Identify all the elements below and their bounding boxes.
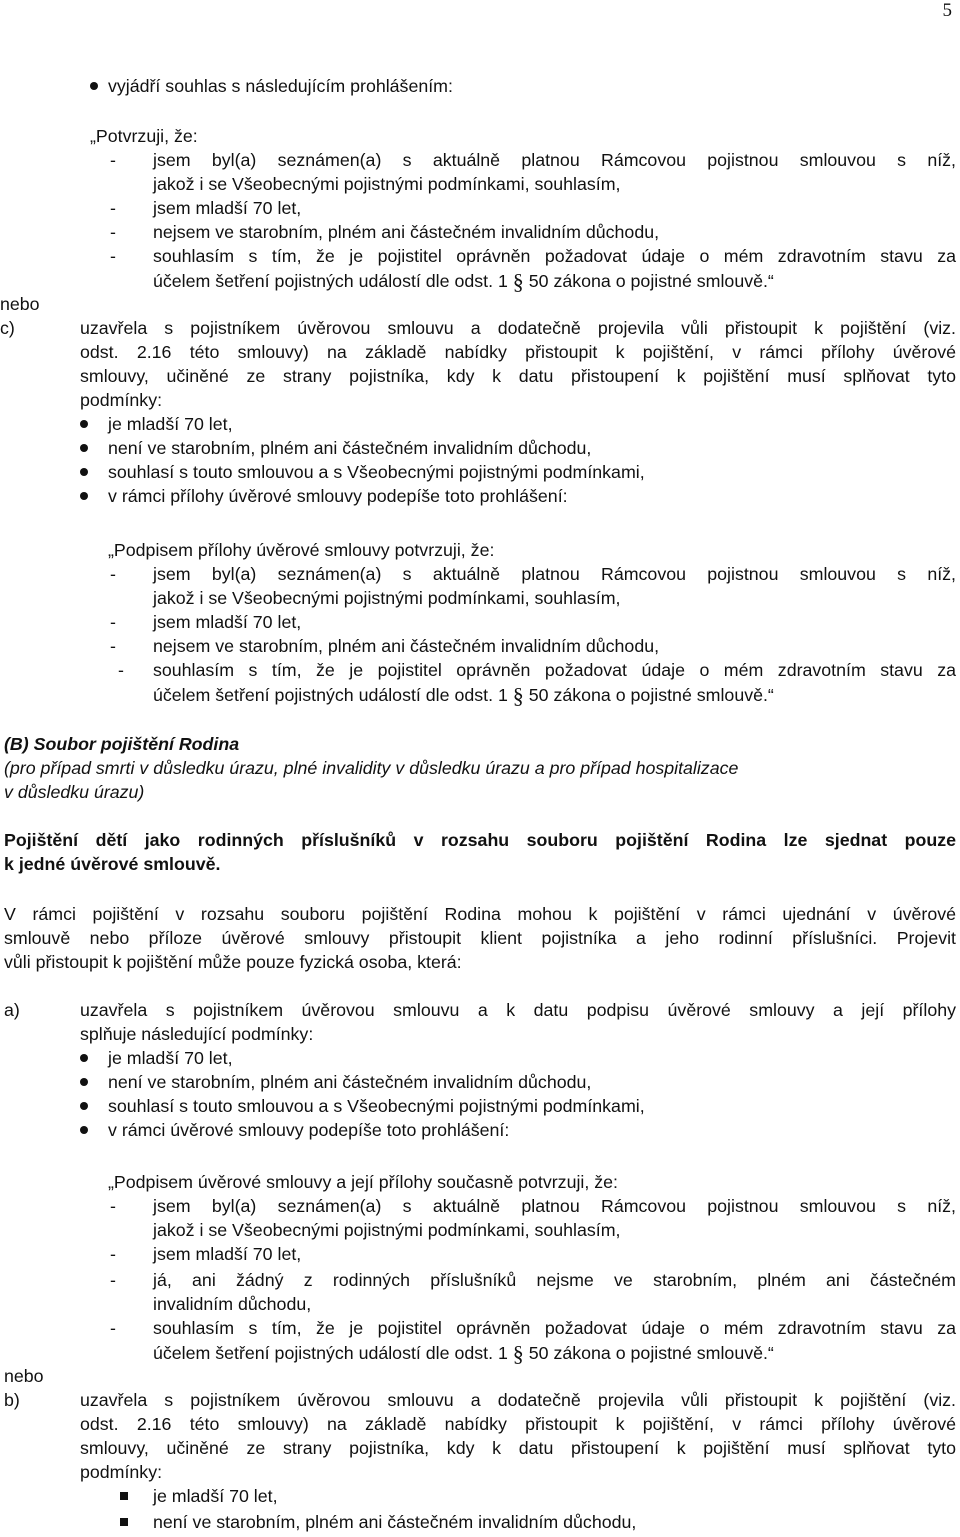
text-part: účelem šetření pojistných událostí dle odst. 1: [153, 1343, 513, 1363]
declaration-2-item-1-cont: jakož i se Všeobecnými pojistnými podmínkami, souhlasím,: [153, 588, 621, 608]
option-a-bullet-2: není ve starobním, plném ani částečném invalidním důchodu,: [108, 1072, 592, 1092]
declaration-1-item-2: jsem mladší 70 let,: [153, 198, 302, 218]
dash: -: [118, 660, 124, 680]
option-a-line-1: uzavřela s pojistníkem úvěrovou smlouvu a k datu podpisu úvěrové smlouvy a její přílohy: [80, 1000, 956, 1020]
option-c-label: c): [0, 318, 15, 338]
dash: -: [110, 246, 116, 266]
option-c-bullet-2: není ve starobním, plném ani částečném invalidním důchodu,: [108, 438, 592, 458]
dash: -: [110, 1318, 116, 1338]
option-b-label: b): [4, 1390, 20, 1410]
option-a-line-2: splňuje následující podmínky:: [80, 1024, 314, 1044]
option-a-bullet-1: je mladší 70 let,: [108, 1048, 233, 1068]
option-b-line-1: uzavřela s pojistníkem úvěrovou smlouvu a dodatečně projevila vůli přistoupit k pojištění (viz.: [80, 1390, 956, 1410]
text-part: 50 zákona o pojistné smlouvě.“: [523, 1343, 774, 1363]
declaration-2-item-3: nejsem ve starobním, plném ani částečném invalidním důchodu,: [153, 636, 660, 656]
option-c-line-3: smlouvy, učiněné ze strany pojistníka, kdy k datu přistoupení k pojištění musí splňovat tyto: [80, 366, 956, 386]
text-part: 50 zákona o pojistné smlouvě.“: [523, 271, 774, 291]
declaration-2-item-1: jsem byl(a) seznámen(a) s aktuálně platnou Rámcovou pojistnou smlouvou s níž,: [153, 564, 956, 584]
option-c-line-1: uzavřela s pojistníkem úvěrovou smlouvu a dodatečně projevila vůli přistoupit k pojištění (viz.: [80, 318, 956, 338]
declaration-3-item-1-cont: jakož i se Všeobecnými pojistnými podmínkami, souhlasím,: [153, 1220, 621, 1240]
dash: -: [110, 564, 116, 584]
section-b-bold-2: k jedné úvěrové smlouvě.: [4, 854, 221, 874]
declaration-3-item-3: já, ani žádný z rodinných příslušníků nejsme ve starobním, plném ani částečném: [153, 1270, 956, 1290]
declaration-1-item-3: nejsem ve starobním, plném ani částečném invalidním důchodu,: [153, 222, 660, 242]
option-b-line-2: odst. 2.16 této smlouvy) na základě nabídky přistoupit k pojištění, v rámci přílohy úvěrové: [80, 1414, 956, 1434]
dash: -: [110, 636, 116, 656]
option-a-bullet-3: souhlasí s touto smlouvou a s Všeobecnými pojistnými podmínkami,: [108, 1096, 645, 1116]
declaration-3-item-4: souhlasím s tím, že je pojistitel oprávněn požadovat údaje o mém zdravotním stavu za: [153, 1318, 956, 1338]
bullet-icon: [80, 1126, 88, 1134]
declaration-1-item-4-cont: [153, 268, 774, 292]
option-b-line-4: podmínky:: [80, 1462, 163, 1482]
bullet-icon: [80, 468, 88, 476]
page-number: 5: [942, 0, 952, 21]
declaration-1-item-1-cont: jakož i se Všeobecnými pojistnými podmínkami, souhlasím,: [153, 174, 621, 194]
section-sign: §: [512, 269, 524, 294]
declaration-3-heading: „Podpisem úvěrové smlouvy a její přílohy současně potvrzuji, že:: [108, 1172, 618, 1192]
section-b-subtitle-1: (pro případ smrti v důsledku úrazu, plné invalidity v důsledku úrazu a pro případ hospitalizace: [4, 758, 739, 778]
section-b-subtitle-2: v důsledku úrazu): [4, 782, 145, 802]
section-b-para-2: smlouvě nebo příloze úvěrové smlouvy přistoupit klient pojistníka a jeho rodinní příslušníci. Projevit: [4, 928, 956, 948]
bullet-icon: [80, 420, 88, 428]
bullet-icon: [80, 1078, 88, 1086]
dash: -: [110, 222, 116, 242]
section-b-para-1: V rámci pojištění v rozsahu souboru pojištění Rodina mohou k pojištění v rámci ujednání v úvěrové: [4, 904, 956, 924]
section-b-para-3: vůli přistoupit k pojištění může pouze fyzická osoba, která:: [4, 952, 462, 972]
bullet-icon: [90, 82, 98, 90]
declaration-3-item-2: jsem mladší 70 let,: [153, 1244, 302, 1264]
dash: -: [110, 198, 116, 218]
bullet-icon: [80, 1054, 88, 1062]
bullet-icon: [80, 444, 88, 452]
square-bullet-icon: [120, 1518, 128, 1526]
bullet-icon: [80, 1102, 88, 1110]
declaration-2-heading: „Podpisem přílohy úvěrové smlouvy potvrzuji, že:: [108, 540, 495, 560]
option-a-label: a): [4, 1000, 20, 1020]
dash: -: [110, 1244, 116, 1264]
text-part: 50 zákona o pojistné smlouvě.“: [523, 685, 774, 705]
text-part: účelem šetření pojistných událostí dle odst. 1: [153, 271, 513, 291]
declaration-1-heading: „Potvrzuji, že:: [90, 126, 198, 146]
section-b-title: (B) Soubor pojištění Rodina: [4, 734, 240, 754]
section-b-bold-1: Pojištění dětí jako rodinných příslušníků v rozsahu souboru pojištění Rodina lze sjednat pouze: [4, 830, 956, 850]
option-b-line-3: smlouvy, učiněné ze strany pojistníka, kdy k datu přistoupení k pojištění musí splňovat tyto: [80, 1438, 956, 1458]
option-b-bullet-1: je mladší 70 let,: [153, 1486, 278, 1506]
declaration-3-item-1: jsem byl(a) seznámen(a) s aktuálně platnou Rámcovou pojistnou smlouvou s níž,: [153, 1196, 956, 1216]
option-c-bullet-1: je mladší 70 let,: [108, 414, 233, 434]
option-a-bullet-4: v rámci úvěrové smlouvy podepíše toto prohlášení:: [108, 1120, 510, 1140]
section-sign: §: [512, 683, 524, 708]
declaration-1-item-1: jsem byl(a) seznámen(a) s aktuálně platnou Rámcovou pojistnou smlouvou s níž,: [153, 150, 956, 170]
option-b-bullet-2: není ve starobním, plném ani částečném invalidním důchodu,: [153, 1512, 637, 1532]
bullet-icon: [80, 492, 88, 500]
dash: -: [110, 1270, 116, 1290]
declaration-1-item-4: souhlasím s tím, že je pojistitel oprávněn požadovat údaje o mém zdravotním stavu za: [153, 246, 956, 266]
declaration-2-item-4-cont: [153, 682, 774, 706]
nebo-label: nebo: [4, 1366, 44, 1386]
option-c-line-2: odst. 2.16 této smlouvy) na základě nabídky přistoupit k pojištění, v rámci přílohy úvěrové: [80, 342, 956, 362]
declaration-2-item-4: souhlasím s tím, že je pojistitel oprávněn požadovat údaje o mém zdravotním stavu za: [153, 660, 956, 680]
intro-bullet-text: vyjádří souhlas s následujícím prohlášením:: [108, 76, 453, 96]
nebo-label: nebo: [0, 294, 40, 314]
dash: -: [110, 1196, 116, 1216]
option-c-bullet-4: v rámci přílohy úvěrové smlouvy podepíše toto prohlášení:: [108, 486, 568, 506]
option-c-line-4: podmínky:: [80, 390, 163, 410]
section-sign: §: [512, 1341, 524, 1366]
option-c-bullet-3: souhlasí s touto smlouvou a s Všeobecnými pojistnými podmínkami,: [108, 462, 645, 482]
declaration-3-item-3-cont: invalidním důchodu,: [153, 1294, 312, 1314]
dash: -: [110, 150, 116, 170]
declaration-3-item-4-cont: [153, 1340, 774, 1364]
text-part: účelem šetření pojistných událostí dle odst. 1: [153, 685, 513, 705]
declaration-2-item-2: jsem mladší 70 let,: [153, 612, 302, 632]
dash: -: [110, 612, 116, 632]
square-bullet-icon: [120, 1492, 128, 1500]
